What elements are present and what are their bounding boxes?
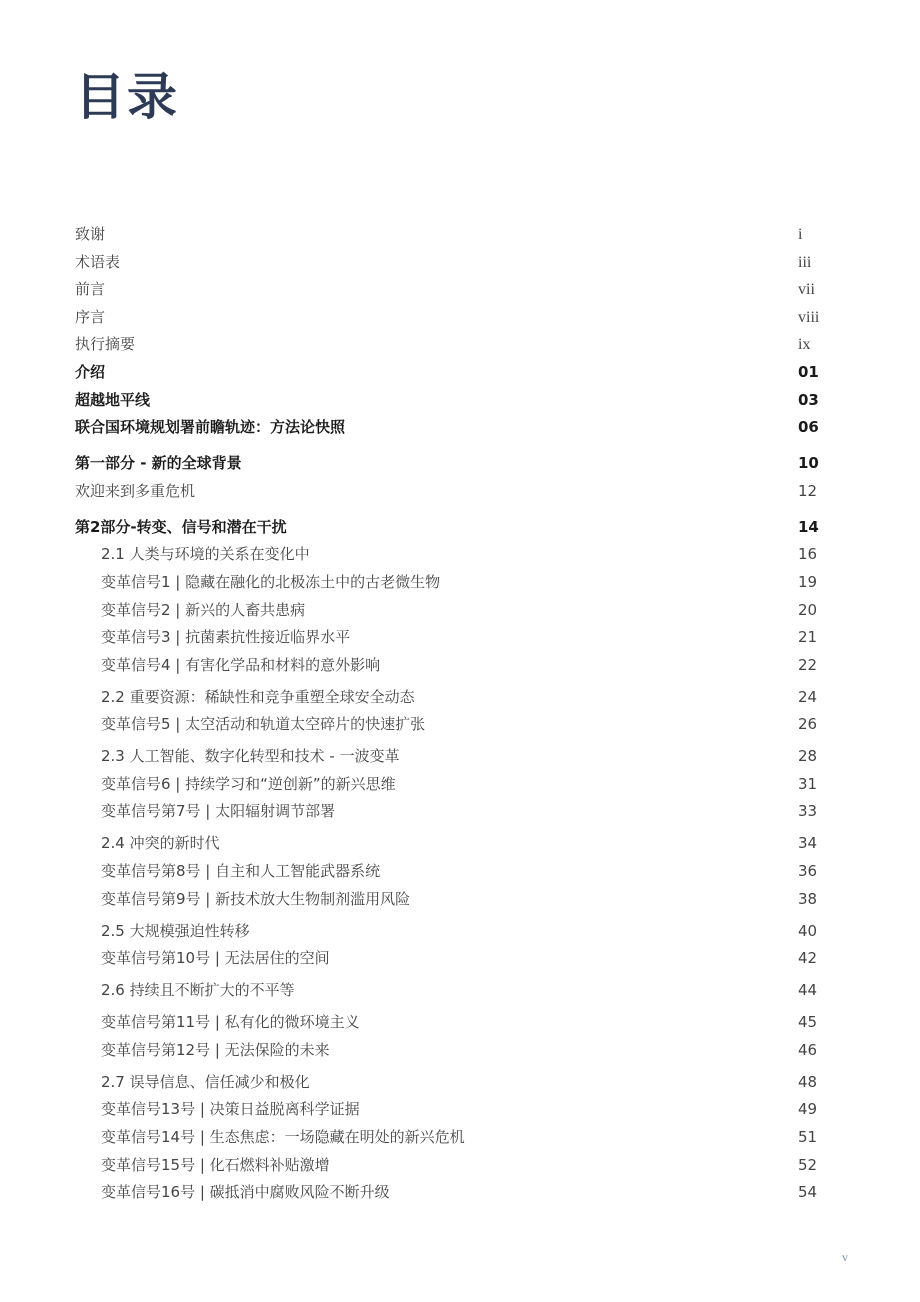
toc-entry-page-number: 33: [798, 802, 818, 821]
toc-entry-page-number: 46: [798, 1040, 818, 1059]
toc-entry[interactable]: [75, 387, 835, 415]
toc-entry-page-number: vii: [798, 281, 815, 299]
toc-entry-title: 第2部分-转变、信号和潜在干扰: [75, 517, 287, 536]
toc-entry-page-number: 01: [798, 362, 819, 381]
toc-entry-title: 2.2 重要资源：稀缺性和竞争重塑全球安全动态: [101, 687, 415, 706]
toc-entry-page-number: 24: [798, 687, 818, 706]
toc-entry-title: 术语表: [75, 252, 121, 271]
toc-entry-page-number: 21: [798, 628, 818, 647]
toc-entry-title: 变革信号2 | 新兴的人畜共患病: [101, 600, 306, 619]
toc-entry-page-number: 26: [798, 715, 818, 734]
toc-entry-page-number: 19: [798, 572, 818, 591]
toc-entry-page-number: ix: [798, 336, 811, 354]
toc-entry-page-number: 44: [798, 981, 818, 1000]
table-of-contents: [75, 221, 835, 1207]
toc-entry-title: 2.5 大规模强迫性转移: [101, 921, 250, 940]
toc-entry-page-number: 31: [798, 774, 818, 793]
toc-entry[interactable]: [75, 221, 835, 249]
toc-entry-title: 致谢: [75, 225, 106, 243]
toc-entry[interactable]: [75, 798, 835, 826]
toc-entry-page-number: i: [798, 226, 803, 243]
toc-entry[interactable]: [75, 858, 835, 886]
toc-entry-page-number: 20: [798, 600, 818, 619]
toc-entry-title: 序言: [75, 307, 106, 326]
toc-entry-title: 变革信号第12号 | 无法保险的未来: [101, 1040, 330, 1059]
toc-entry[interactable]: [75, 249, 835, 277]
toc-entry[interactable]: [75, 304, 835, 332]
toc-entry-title: 联合国环境规划署前瞻轨迹：方法论快照: [75, 418, 346, 437]
toc-entry-page-number: 16: [798, 545, 818, 564]
toc-entry-title: 变革信号1 | 隐藏在融化的北极冻土中的古老微生物: [101, 572, 441, 591]
toc-entry-page-number: viii: [798, 308, 820, 326]
toc-entry[interactable]: [75, 1009, 835, 1037]
toc-entry-page-number: 42: [798, 949, 818, 968]
toc-entry-title: 2.6 持续且不断扩大的不平等: [101, 981, 295, 1000]
toc-entry-title: 前言: [75, 280, 106, 299]
toc-entry-title: 2.7 误导信息、信任减少和极化: [101, 1072, 310, 1091]
toc-entry[interactable]: [75, 684, 835, 712]
toc-entry-title: 欢迎来到多重危机: [75, 481, 196, 500]
toc-entry-title: 变革信号16号 | 碳抵消中腐败风险不断升级: [101, 1183, 390, 1202]
toc-entry-title: 2.1 人类与环境的关系在变化中: [101, 545, 310, 564]
toc-entry-title: 变革信号4 | 有害化学品和材料的意外影响: [101, 655, 381, 674]
toc-entry-title: 变革信号3 | 抗菌素抗性接近临界水平: [101, 628, 351, 647]
toc-entry[interactable]: [75, 514, 835, 542]
toc-entry[interactable]: [75, 597, 835, 625]
toc-entry-page-number: 51: [798, 1127, 818, 1146]
page-title: 目录: [75, 68, 179, 126]
toc-entry-page-number: 03: [798, 390, 819, 409]
toc-entry-page-number: 06: [798, 418, 819, 437]
toc-entry-page-number: 54: [798, 1183, 818, 1202]
toc-entry-page-number: 48: [798, 1072, 818, 1091]
page-number: v: [842, 1250, 848, 1264]
toc-entry[interactable]: [75, 743, 835, 771]
toc-entry[interactable]: [75, 478, 835, 506]
toc-entry-title: 变革信号14号 | 生态焦虑：一场隐藏在明处的新兴危机: [101, 1127, 465, 1146]
toc-entry[interactable]: [75, 1124, 835, 1152]
toc-entry[interactable]: [75, 1152, 835, 1180]
toc-entry-page-number: 49: [798, 1100, 818, 1119]
toc-entry-page-number: iii: [798, 253, 812, 271]
toc-entry-page-number: 34: [798, 834, 818, 853]
toc-entry-title: 第一部分 - 新的全球背景: [75, 454, 242, 473]
toc-entry[interactable]: [75, 1037, 835, 1065]
toc-entry-page-number: 40: [798, 921, 818, 940]
toc-entry-page-number: 22: [798, 655, 818, 674]
toc-entry-page-number: 52: [798, 1155, 818, 1174]
toc-entry-page-number: 28: [798, 747, 818, 766]
toc-entry-page-number: 14: [798, 517, 819, 536]
toc-entry-title: 变革信号5 | 太空活动和轨道太空碎片的快速扩张: [101, 715, 426, 734]
toc-entry[interactable]: [75, 830, 835, 858]
toc-entry-title: 2.3 人工智能、数字化转型和技术 - 一波变革: [101, 747, 400, 766]
toc-entry-title: 2.4 冲突的新时代: [101, 834, 220, 853]
toc-entry-page-number: 12: [798, 481, 818, 500]
toc-entry-title: 变革信号第11号 | 私有化的微环境主义: [101, 1013, 360, 1032]
toc-entry[interactable]: [75, 1069, 835, 1097]
toc-entry-page-number: 10: [798, 454, 819, 473]
toc-entry-title: 变革信号6 | 持续学习和“逆创新”的新兴思维: [101, 774, 396, 793]
toc-entry[interactable]: [75, 1179, 835, 1207]
toc-entry-page-number: 38: [798, 889, 818, 908]
toc-entry[interactable]: [75, 331, 835, 359]
toc-entry-title: 超越地平线: [75, 390, 151, 409]
toc-entry-title: 变革信号15号 | 化石燃料补贴激增: [101, 1155, 330, 1174]
toc-entry-title: 执行摘要: [75, 335, 136, 354]
toc-entry[interactable]: [75, 771, 835, 799]
toc-entry[interactable]: [75, 624, 835, 652]
toc-entry-page-number: 45: [798, 1013, 818, 1032]
toc-entry[interactable]: [75, 918, 835, 946]
toc-entry-page-number: 36: [798, 862, 818, 881]
toc-entry[interactable]: [75, 977, 835, 1005]
toc-entry[interactable]: [75, 414, 835, 442]
toc-entry[interactable]: [75, 276, 835, 304]
toc-entry[interactable]: [75, 886, 835, 914]
toc-entry[interactable]: [75, 945, 835, 973]
toc-entry[interactable]: [75, 359, 835, 387]
toc-entry[interactable]: [75, 450, 835, 478]
toc-entry-title: 介绍: [75, 362, 106, 381]
toc-entry[interactable]: [75, 652, 835, 680]
toc-entry-title: 变革信号第9号 | 新技术放大生物制剂滥用风险: [101, 889, 411, 908]
toc-entry-title: 变革信号13号 | 决策日益脱离科学证据: [101, 1100, 360, 1119]
toc-entry[interactable]: [75, 711, 835, 739]
toc-entry-title: 变革信号第10号 | 无法居住的空间: [101, 949, 330, 968]
toc-entry-title: 变革信号第8号 | 自主和人工智能武器系统: [101, 862, 381, 881]
toc-entry[interactable]: [75, 569, 835, 597]
toc-entry[interactable]: [75, 541, 835, 569]
toc-entry-title: 变革信号第7号 | 太阳辐射调节部署: [101, 802, 336, 821]
toc-entry[interactable]: [75, 1096, 835, 1124]
